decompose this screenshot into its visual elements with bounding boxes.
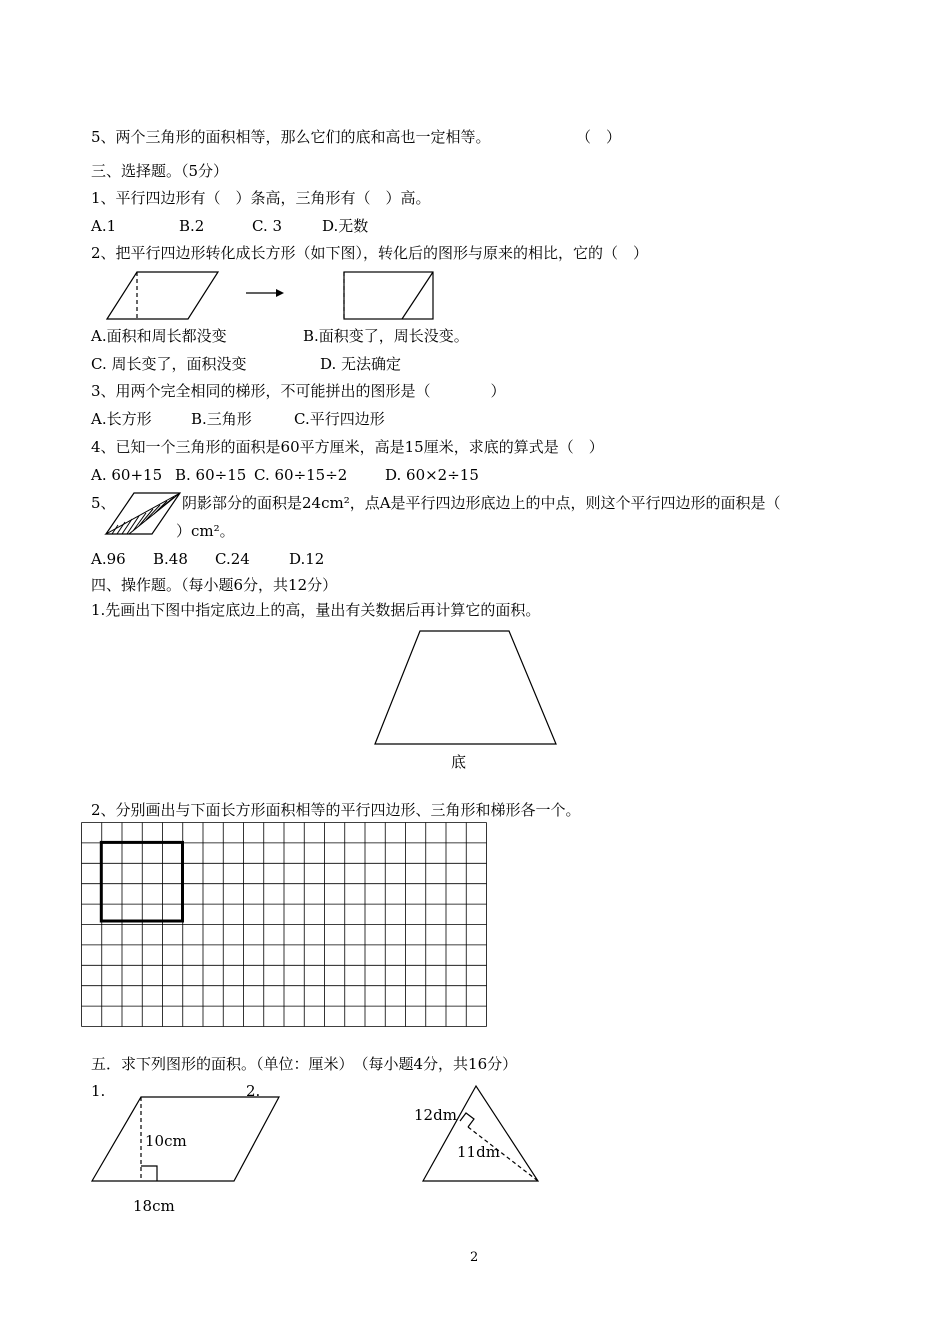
q1-option-b[interactable]: B.2: [179, 217, 205, 235]
arrow-head: [276, 289, 284, 297]
choice-question-1: 1、平行四边形有（ ）条高，三角形有（ ）高。: [91, 189, 431, 207]
triangle-right-angle-mark: [460, 1113, 474, 1127]
trapezoid-figure: [370, 628, 562, 750]
q3-option-b[interactable]: B.三角形: [191, 410, 252, 428]
right-angle-mark: [141, 1166, 157, 1181]
q5-shaded-triangle: [106, 493, 180, 534]
operation-question-2: 2、分别画出与下面长方形面积相等的平行四边形、三角形和梯形各一个。: [91, 801, 581, 819]
q5-option-a[interactable]: A.96: [91, 550, 126, 568]
figure-1-number: 1.: [91, 1082, 106, 1100]
parallelogram-height-label: 10cm: [145, 1132, 187, 1150]
q1-option-c[interactable]: C. 3: [252, 217, 283, 235]
q2-option-b[interactable]: B.面积变了，周长没变。: [303, 327, 469, 345]
choice-question-3: 3、用两个完全相同的梯形，不可能拼出的图形是（ ）: [91, 382, 506, 400]
choice-question-5-number: 5、: [91, 494, 116, 512]
q3-option-c[interactable]: C.平行四边形: [294, 410, 385, 428]
parallelogram-base-label: 18cm: [133, 1197, 175, 1215]
q1-option-d[interactable]: D.无数: [322, 217, 369, 235]
operation-question-1: 1.先画出下图中指定底边上的高，量出有关数据后再计算它的面积。: [91, 601, 541, 619]
section-3-title: 三、选择题。（5分）: [91, 162, 229, 180]
q4-option-a[interactable]: A. 60+15: [91, 466, 163, 484]
trapezoid-base-label: 底: [451, 753, 467, 771]
choice-question-5-text-cont: ）cm²。: [176, 522, 235, 540]
tf-question-5: 5、两个三角形的面积相等，那么它们的底和高也一定相等。: [91, 128, 491, 146]
q3-option-a[interactable]: A.长方形: [91, 410, 152, 428]
square-grid[interactable]: [81, 822, 487, 1027]
choice-question-2: 2、把平行四边形转化成长方形（如下图），转化后的图形与原来的相比，它的（ ）: [91, 244, 649, 262]
tf-answer-paren[interactable]: （ ）: [576, 128, 622, 146]
triangle-side-label: 12dm: [414, 1106, 457, 1124]
q4-option-b[interactable]: B. 60÷15: [175, 466, 247, 484]
q1-option-a[interactable]: A.1: [91, 217, 117, 235]
parallelogram-shape: [107, 272, 218, 319]
rectangle-cut-line: [402, 272, 433, 319]
q5-shaded-parallelogram-figure: [104, 490, 184, 538]
q2-option-d[interactable]: D. 无法确定: [320, 355, 402, 373]
q2-transform-figure: [100, 268, 440, 324]
area-triangle-figure: [420, 1083, 544, 1187]
q4-option-d[interactable]: D. 60×2÷15: [385, 466, 479, 484]
choice-question-5-text: 阴影部分的面积是24cm²，点A是平行四边形底边上的中点，则这个平行四边形的面积是（: [182, 494, 781, 512]
figure-2-number: 2.: [246, 1082, 261, 1100]
rectangle-shape: [344, 272, 433, 319]
section-5-title: 五．求下列图形的面积。（单位：厘米） （每小题4分，共16分）: [91, 1055, 518, 1073]
q5-option-d[interactable]: D.12: [289, 550, 325, 568]
q2-option-a[interactable]: A.面积和周长都没变: [91, 327, 227, 345]
choice-question-4: 4、已知一个三角形的面积是60平方厘米，高是15厘米，求底的算式是（ ）: [91, 438, 604, 456]
section-4-title: 四、操作题。（每小题6分，共12分）: [91, 576, 338, 594]
q2-option-c[interactable]: C. 周长变了，面积没变: [91, 355, 247, 373]
q5-option-b[interactable]: B.48: [153, 550, 188, 568]
page-number: 2: [470, 1250, 479, 1265]
q5-option-c[interactable]: C.24: [215, 550, 250, 568]
q4-option-c[interactable]: C. 60÷15÷2: [254, 466, 348, 484]
triangle-height-label: 11dm: [457, 1143, 500, 1161]
